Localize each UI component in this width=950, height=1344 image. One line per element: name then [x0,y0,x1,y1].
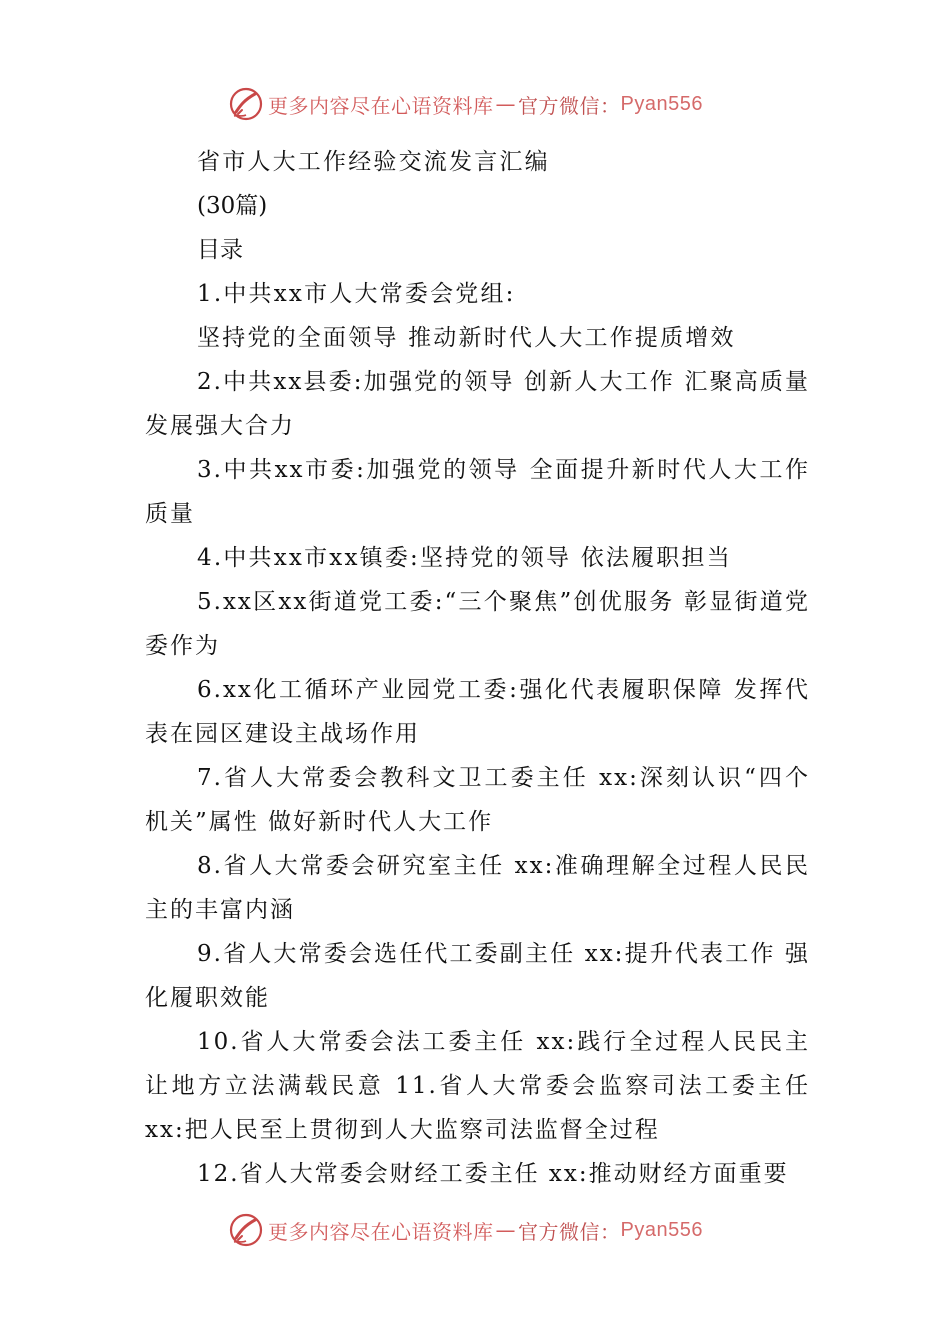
watermark-separator: — [495,92,516,116]
toc-entry: 8.省人大常委会研究室主任 xx:准确理解全过程人民民主的丰富内涵 [145,853,810,923]
watermark-text: 更多内容尽在心语资料库 [268,1219,494,1244]
toc-entry: 6.xx化工循环产业园党工委:强化代表履职保障 发挥代表在园区建设主战场作用 [145,677,810,747]
watermark-wechat-id: Pyan556 [620,1218,703,1241]
document-title: 省市人大工作经验交流发言汇编 [197,149,550,175]
toc-entry: 3.中共xx市委:加强党的领导 全面提升新时代人大工作质量 [145,457,810,527]
toc-entry: 1.中共xx市人大常委会党组: [197,281,516,307]
document-body [145,140,810,1196]
watermark-wechat-id: Pyan556 [620,92,703,115]
watermark-separator: — [495,1218,516,1242]
toc-entry: 12.省人大常委会财经工委主任 xx:推动财经方面重要 [197,1161,789,1187]
pen-logo-icon [228,86,264,122]
toc-entry: 10.省人大常委会法工委主任 xx:践行全过程人民民主 让地方立法满载民意 11.省人大常委会监察司法工委主任 xx:把人民至上贯彻到人大监察司法监督全过程 [145,1029,810,1143]
toc-entry: 5.xx区xx街道党工委:“三个聚焦”创优服务 彰显街道党委作为 [145,589,810,659]
document-count: (30篇) [197,193,268,219]
toc-entry: 2.中共xx县委:加强党的领导 创新人大工作 汇聚高质量发展强大合力 [145,369,810,439]
toc-entry: 坚持党的全面领导 推动新时代人大工作提质增效 [197,325,736,351]
watermark-wechat-label: 官方微信： [518,1219,621,1244]
pen-logo-icon [228,1212,264,1248]
watermark-banner-top [228,84,748,124]
watermark-banner-bottom [228,1210,748,1250]
watermark-wechat-label: 官方微信： [518,93,621,118]
toc-heading: 目录 [197,237,243,263]
toc-entry: 7.省人大常委会教科文卫工委主任 xx:深刻认识“四个机关”属性 做好新时代人大工作 [145,765,810,835]
watermark-text: 更多内容尽在心语资料库 [268,93,494,118]
toc-entry: 9.省人大常委会选任代工委副主任 xx:提升代表工作 强化履职效能 [145,941,810,1011]
toc-entry: 4.中共xx市xx镇委:坚持党的领导 依法履职担当 [197,545,732,571]
